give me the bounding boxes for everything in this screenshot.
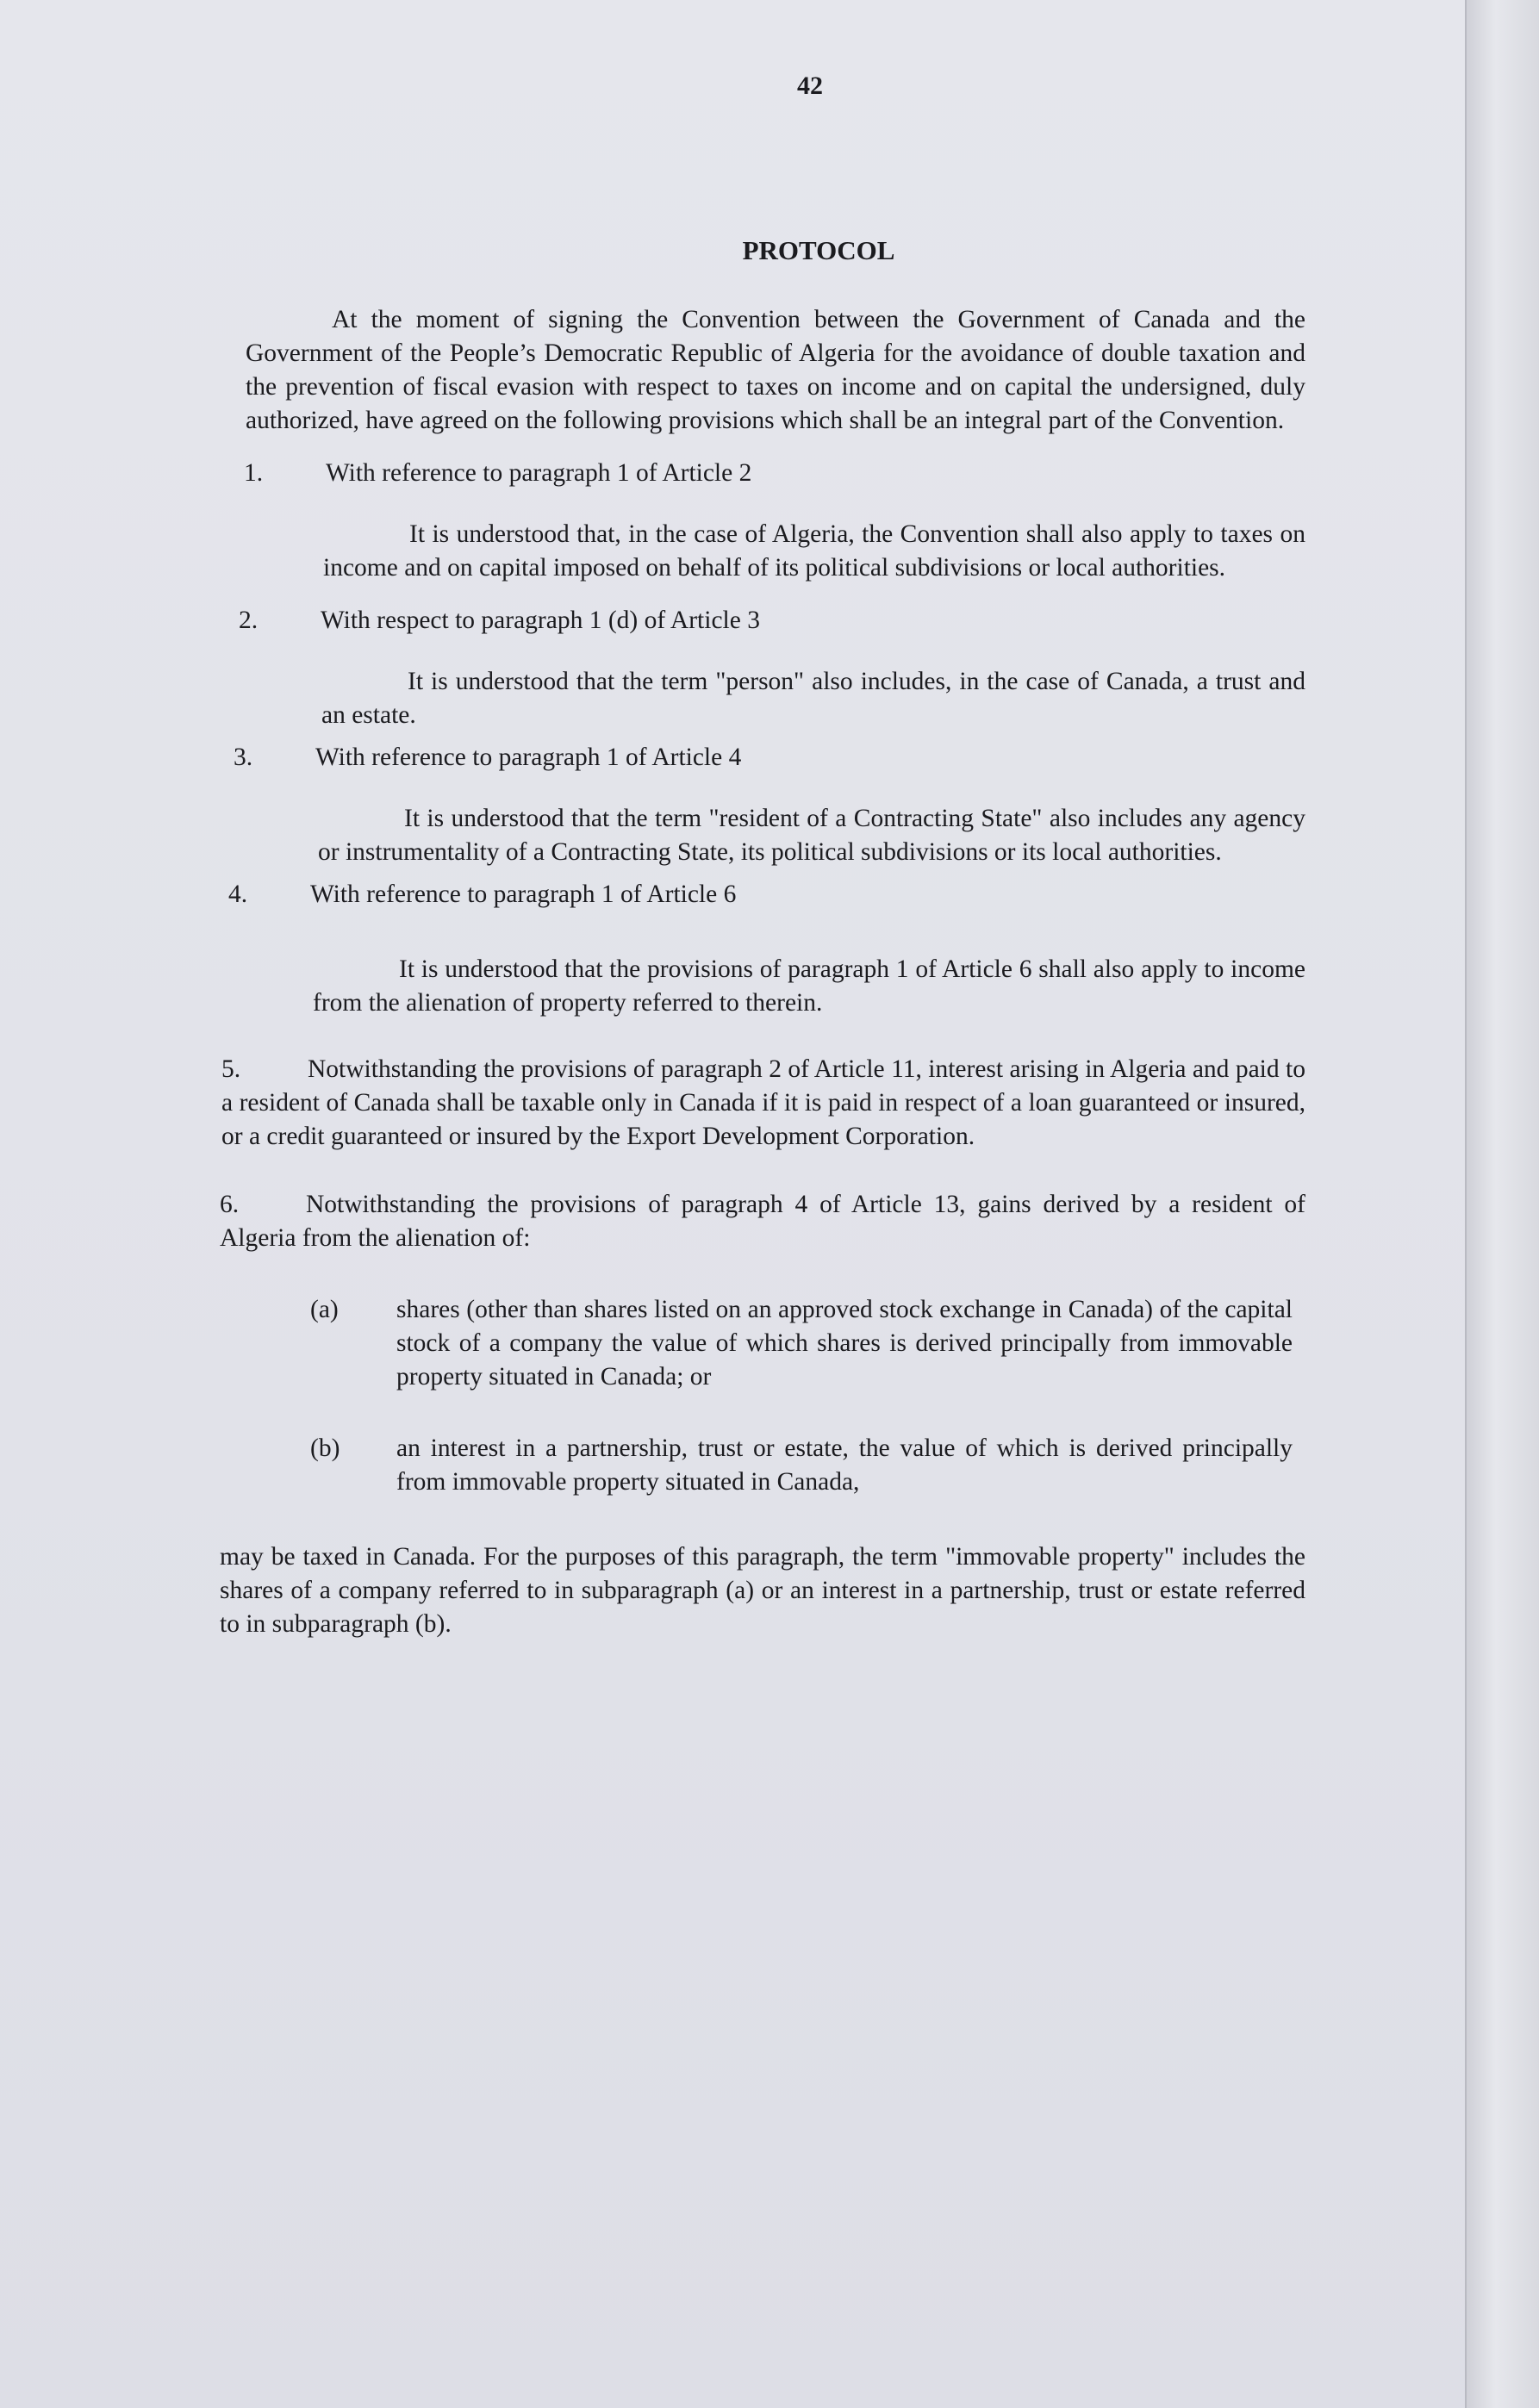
subparagraph-text: an interest in a partnership, trust or estate, the value of which is derived principally from immovable property situated in Canada, — [396, 1434, 1293, 1496]
protocol-item-2 — [220, 604, 1305, 732]
protocol-item-5 — [221, 1053, 1305, 1154]
closing-paragraph: may be taxed in Canada. For the purposes of this paragraph, the term "immovable property" includes the shares of a company referred to in subparagraph (a) or an interest in a partnership, trust or estate referred to in subparagraph (b). — [220, 1543, 1305, 1638]
intro-paragraph: At the moment of signing the Convention between the Government of Canada and the Government of the People’s Democratic Republic of Algeria for the avoidance of double taxation and the prevention of fiscal evasion with respect to taxes on income and on capital the undersigned, duly authorized, have agreed on the following provisions which shall be an integral part of the Convention. — [246, 306, 1305, 434]
item-text: It is understood that, in the case of Algeria, the Convention shall also apply to taxes on income and on capital imposed on behalf of its political subdivisions or local authorities. — [323, 520, 1305, 582]
item-text: Notwithstanding the provisions of paragraph 4 of Article 13, gains derived by a resident of Algeria from the alienation of: — [220, 1191, 1305, 1252]
item-number: 6. — [220, 1191, 240, 1218]
subparagraph-text: shares (other than shares listed on an approved stock exchange in Canada) of the capital stock of a company the value of which shares is derived principally from immovable property situated in Canada; or — [396, 1296, 1293, 1391]
item-heading: With reference to paragraph 1 of Article 6 — [310, 880, 737, 908]
protocol-item-6 — [220, 1188, 1305, 1641]
item-number: 5. — [221, 1055, 241, 1083]
page-content — [220, 52, 1305, 1667]
item-heading: With respect to paragraph 1 (d) of Article 3 — [321, 607, 760, 634]
subparagraph-a — [220, 1293, 1305, 1394]
item-number: 2. — [239, 607, 259, 634]
item-text: It is understood that the term "person" also includes, in the case of Canada, a trust and an estate. — [321, 668, 1305, 729]
page-edge — [1467, 0, 1539, 2408]
item-heading: With reference to paragraph 1 of Article 2 — [326, 459, 752, 487]
subparagraph-b — [220, 1432, 1305, 1499]
item-heading: With reference to paragraph 1 of Article 4 — [315, 744, 742, 771]
item-number: 4. — [228, 880, 248, 908]
page-title: PROTOCOL — [742, 235, 895, 265]
item-number: 3. — [234, 744, 253, 771]
item-text: It is understood that the provisions of paragraph 1 of Article 6 shall also apply to income from the alienation of property referred to therein. — [313, 955, 1305, 1017]
protocol-item-3 — [220, 741, 1305, 869]
item-text: Notwithstanding the provisions of paragraph 2 of Article 11, interest arising in Algeria and paid to a resident of Canada shall be taxable only in Canada if it is paid in respect of a loan guaranteed or insured, or a credit guaranteed or insured by the Export Development Corporation. — [221, 1055, 1305, 1150]
show-through-text — [164, 362, 170, 389]
subparagraph-mark: (b) — [310, 1434, 340, 1462]
protocol-item-1 — [220, 457, 1305, 585]
item-number: 1. — [244, 459, 264, 487]
protocol-item-4 — [220, 878, 1305, 1020]
page-number: 42 — [797, 72, 823, 100]
item-text: It is understood that the term "resident of a Contracting State" also includes any agency or instrumentality of a Contracting State, its political subdivisions or its local authorities. — [318, 805, 1305, 866]
subparagraph-mark: (a) — [310, 1296, 339, 1323]
